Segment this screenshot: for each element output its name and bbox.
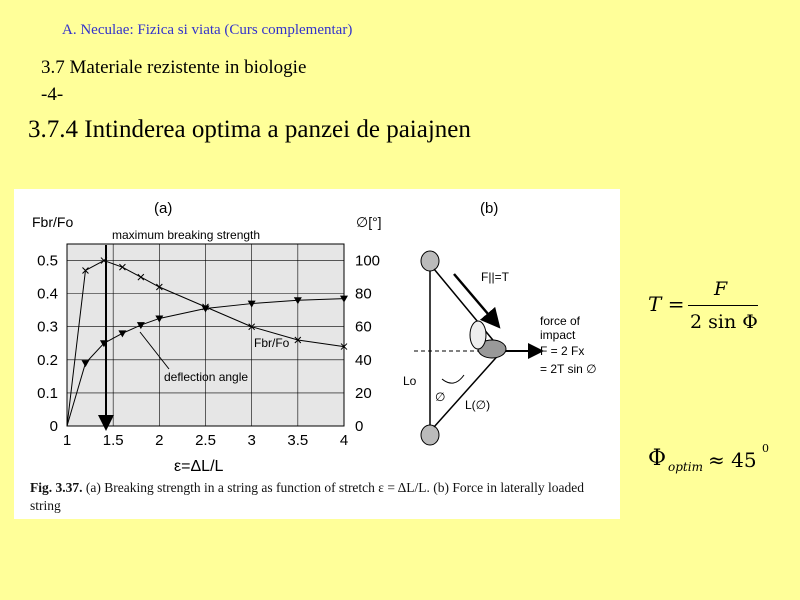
b-force-label: F||=T xyxy=(481,270,509,284)
formula-tension-num: F xyxy=(714,278,728,300)
anchor-top xyxy=(421,251,439,271)
x-tick-label: 2.5 xyxy=(195,432,216,449)
y-right-tick-label: 80 xyxy=(355,285,372,303)
b-L0-label: Lo xyxy=(403,374,417,388)
formula-fraction-bar xyxy=(688,305,758,306)
right-axis-title: ∅[°] xyxy=(356,214,382,230)
figure-svg xyxy=(14,189,620,479)
fly-wing xyxy=(470,321,486,349)
y-right-tick-label: 100 xyxy=(355,252,381,270)
x-tick-label: 1.5 xyxy=(102,432,124,449)
b-L-phi-label: L(∅) xyxy=(465,398,491,412)
caption-fig-number: Fig. 3.37. xyxy=(30,480,83,495)
y-left-tick-label: 0.1 xyxy=(37,384,58,402)
formula-superscript: 0 xyxy=(762,442,769,455)
panel-a-label: (a) xyxy=(154,200,173,217)
b-impact-line1: force of xyxy=(540,314,581,328)
figure-panel xyxy=(14,189,620,519)
annot-max-strength: maximum breaking strength xyxy=(112,228,261,242)
y-left-tick-label: 0.2 xyxy=(37,351,58,369)
annot-deflection: deflection angle xyxy=(164,370,249,384)
annot-curve-label: Fbr/Fo xyxy=(254,336,290,350)
formula-tension-den: 2 sin Φ xyxy=(690,311,758,333)
y-left-tick-label: 0.5 xyxy=(37,252,58,270)
page-number: -4- xyxy=(41,84,64,105)
panel-b-label: (b) xyxy=(480,200,499,217)
y-right-tick-label: 60 xyxy=(355,318,372,336)
y-left-tick-label: 0 xyxy=(49,418,58,435)
x-tick-label: 2 xyxy=(155,432,164,449)
b-impact-line4: = 2T sin ∅ xyxy=(540,362,597,376)
b-phi-label: ∅ xyxy=(435,390,446,404)
y-left-tick-label: 0.3 xyxy=(37,318,58,336)
section-heading: 3.7 Materiale rezistente in biologie xyxy=(41,57,307,78)
formula-approx-value: ≈ 45 xyxy=(708,448,757,472)
formula-tension xyxy=(648,278,768,342)
x-tick-label: 1 xyxy=(62,432,72,449)
string-lower xyxy=(434,351,502,427)
figure-caption xyxy=(30,479,614,515)
y-right-tick-label: 0 xyxy=(355,418,364,435)
course-header: A. Neculae: Fizica si viata (Curs complementar) xyxy=(62,22,353,38)
caption-text: (a) Breaking strength in a string as function of stretch ε = ΔL/L. (b) Force in laterally loaded string xyxy=(30,480,584,513)
x-tick-label: 3 xyxy=(247,432,256,449)
y-right-tick-label: 40 xyxy=(355,351,372,369)
b-impact-line2: impact xyxy=(540,328,576,342)
x-tick-label: 4 xyxy=(339,432,349,449)
x-tick-label: 3.5 xyxy=(287,432,309,449)
formula-phi-subscript: optim xyxy=(668,460,703,474)
x-axis-title: ε=ΔL/L xyxy=(174,458,224,475)
slide-title: 3.7.4 Intinderea optima a panzei de paiajnen xyxy=(28,116,471,143)
b-impact-line3: F = 2 Fx xyxy=(540,344,585,358)
anchor-bottom xyxy=(421,425,439,445)
y-right-tick-label: 20 xyxy=(355,384,372,402)
left-axis-title: Fbr/Fo xyxy=(32,214,74,230)
y-left-tick-label: 0.4 xyxy=(37,285,58,303)
panel-b-diagram xyxy=(403,251,597,445)
formula-tension-lhs: T = xyxy=(648,292,685,316)
angle-arc xyxy=(442,375,464,383)
formula-phi: Φ xyxy=(648,446,667,471)
formula-optimal-angle xyxy=(648,440,778,480)
